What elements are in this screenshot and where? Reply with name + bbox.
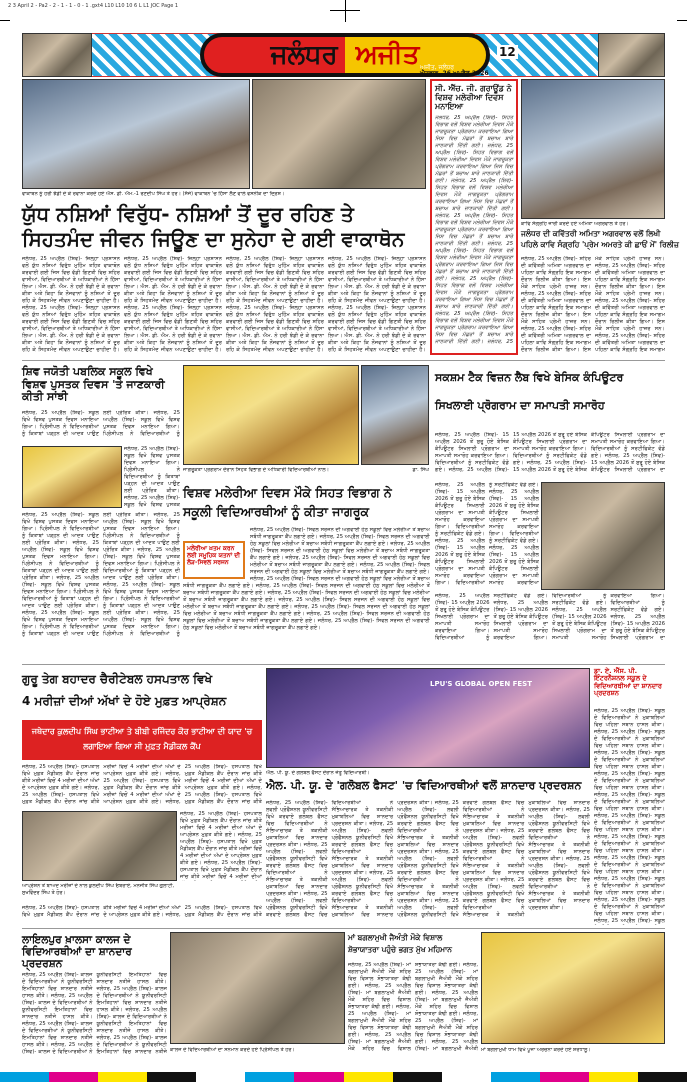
lead-photo-flagoff	[22, 79, 250, 189]
lead-headline-1: ਯੁੱਧ ਨਸ਼ਿਆਂ ਵਿਰੁੱਧ- ਨਸ਼ਿਆਂ ਤੋਂ ਦੂਰ ਰਹਿਣ ਤੇ	[22, 202, 354, 226]
computer-headline-1: ਸਕਸ਼ਮ ਟੈਕ ਵਿਜ਼ਨ ਲੈਬ ਵਿਖੇ ਬੇਸਿਕ ਕੰਪਿਊਟਰ	[435, 371, 624, 384]
malaria-box	[430, 79, 518, 355]
malaria-article	[183, 527, 430, 643]
page-number: 12	[499, 45, 516, 59]
print-slug: 2 3 April 2 - Pa2 - 2 - 1 - 1 - 0 - 1 .gxt4 L10 L10 10 6 L L1 JOC Page 1	[8, 3, 179, 9]
lead-photo-walkathon	[252, 79, 426, 189]
masthead-photo-left	[22, 33, 92, 77]
school-photo	[22, 446, 122, 508]
divider	[22, 360, 665, 361]
divider	[22, 928, 665, 929]
book-release-photo	[521, 79, 665, 219]
computer-headline-2: ਸਿਖਲਾਈ ਪ੍ਰੋਗਰਾਮ ਦਾ ਸਮਾਪਤੀ ਸਮਾਰੋਹ	[435, 399, 605, 412]
malaria-caption: ਜਾਗਰੂਕਤਾ ਪ੍ਰੋਗਰਾਮ ਦੌਰਾਨ ਸਿਹਤ ਵਿਭਾਗ ਦੇ ਅਧਿਕਾਰੀ ਵਿਦਿਆਰਥੀਆਂ ਨਾਲ।	[183, 467, 329, 473]
hospital-body: ਜਲੰਧਰ, 25 ਅਪ੍ਰੈਲ (ਸ਼ਿਵ)- ਹਸਪਤਾਲ ਵਿਖੇ ਮੁਫ਼ਤ ਮੈਡੀਕਲ ਕੈਂਪ ਦੌਰਾਨ ਜਾਂਚ ਕੀਤੇ ਮਰੀਜ਼ਾਂ ਵਿਚੋਂ 4 ਮਰੀਜ਼ਾਂ ਦੀਆਂ ਅੱਖਾਂ ਦੇ ਆਪ੍ਰੇਸ਼ਨ ਮੁਫ਼ਤ ਕੀਤੇ ਗਏ। ਜਲੰਧਰ, 25 ਅਪ੍ਰੈਲ (ਸ਼ਿਵ)- ਹਸਪਤਾਲ ਵਿਖੇ ਮੁਫ਼ਤ ਮੈਡੀਕਲ ਕੈਂਪ ਦੌਰਾਨ ਜਾਂਚ ਕੀਤੇ ਮਰੀਜ਼ਾਂ ਵਿਚੋਂ 4 ਮਰੀਜ਼ਾਂ ਦੀਆਂ ਅੱਖਾਂ ਦੇ ਆਪ੍ਰੇਸ਼ਨ ਮੁਫ਼ਤ ਕੀਤੇ ਗਏ। ਜਲੰਧਰ, 25 ਅਪ੍ਰੈਲ (ਸ਼ਿਵ)- ਹਸਪਤਾਲ ਵਿਖੇ ਮੁਫ਼ਤ ਮੈਡੀਕਲ ਕੈਂਪ ਦੌਰਾਨ ਜਾਂਚ ਕੀਤੇ ਮਰੀਜ਼ਾਂ ਵਿਚੋਂ 4 ਮਰੀਜ਼ਾਂ ਦੀਆਂ ਅੱਖਾਂ ਦੇ ਆਪ੍ਰੇਸ਼ਨ ਮੁਫ਼ਤ ਕੀਤੇ ਗਏ। ਜਲੰਧਰ, 25 ਅਪ੍ਰੈਲ (ਸ਼ਿਵ)- ਹਸਪਤਾਲ ਵਿਖੇ ਮੁਫ਼ਤ ਮੈਡੀਕਲ ਕੈਂਪ ਦੌਰਾਨ ਜਾਂਚ ਕੀਤੇ ਮਰੀਜ਼ਾਂ ਵਿਚੋਂ 4 ਮਰੀਜ਼ਾਂ ਦੀਆਂ ਅੱਖਾਂ ਦੇ ਆਪ੍ਰੇਸ਼ਨ ਮੁਫ਼ਤ ਕੀਤੇ ਗਏ। ਜਲੰਧਰ, 25 ਅਪ੍ਰੈਲ (ਸ਼ਿਵ)- ਹਸਪਤਾਲ ਵਿਖੇ ਮੁਫ਼ਤ ਮੈਡੀਕਲ ਕੈਂਪ ਦੌਰਾਨ ਜਾਂਚ ਕੀਤੇ	[22, 764, 262, 805]
hospital-body-2: ਜਲੰਧਰ, 25 ਅਪ੍ਰੈਲ (ਸ਼ਿਵ)- ਹਸਪਤਾਲ ਵਿਖੇ ਮੁਫ਼ਤ ਮੈਡੀਕਲ ਕੈਂਪ ਦੌਰਾਨ ਜਾਂਚ ਕੀਤੇ ਮਰੀਜ਼ਾਂ ਵਿਚੋਂ 4 ਮਰੀਜ਼ਾਂ ਦੀਆਂ ਅੱਖਾਂ ਦੇ ਆਪ੍ਰੇਸ਼ਨ ਮੁਫ਼ਤ ਕੀਤੇ ਗਏ। ਜਲੰਧਰ, 25 ਅਪ੍ਰੈਲ (ਸ਼ਿਵ)- ਹਸਪਤਾਲ ਵਿਖੇ ਮੁਫ਼ਤ ਮੈਡੀਕਲ ਕੈਂਪ ਦੌਰਾਨ ਜਾਂਚ ਕੀਤੇ ਮਰੀਜ਼ਾਂ ਵਿਚੋਂ 4 ਮਰੀਜ਼ਾਂ ਦੀਆਂ ਅੱਖਾਂ ਦੇ ਆਪ੍ਰੇਸ਼ਨ ਮੁਫ਼ਤ ਕੀਤੇ ਗਏ। ਜਲੰਧਰ, 25 ਅਪ੍ਰੈਲ (ਸ਼ਿਵ)- ਹਸਪਤਾਲ ਵਿਖੇ ਮੁਫ਼ਤ ਮੈਡੀਕਲ ਕੈਂਪ ਦੌਰਾਨ ਜਾਂਚ ਕੀਤੇ ਮਰੀਜ਼ਾਂ ਵਿਚੋਂ 4 ਮਰੀਜ਼ਾਂ ਦੀਆਂ	[180, 811, 262, 880]
side-body: ਜਲੰਧਰ, 25 ਅਪ੍ਰੈਲ (ਸ਼ਿਵ)- ਸਕੂਲ ਦੇ ਵਿਦਿਆਰਥੀਆਂ ਨੇ ਮੁਕਾਬਲਿਆਂ ਵਿਚ ਪਹਿਲਾ ਸਥਾਨ ਹਾਸਲ ਕੀਤਾ। ਜਲੰਧਰ, 25 ਅਪ੍ਰੈਲ (ਸ਼ਿਵ)- ਸਕੂਲ ਦੇ ਵਿਦਿਆਰਥੀਆਂ ਨੇ ਮੁਕਾਬਲਿਆਂ ਵਿਚ ਪਹਿਲਾ ਸਥਾਨ ਹਾਸਲ ਕੀਤਾ। ਜਲੰਧਰ, 25 ਅਪ੍ਰੈਲ (ਸ਼ਿਵ)- ਸਕੂਲ ਦੇ ਵਿਦਿਆਰਥੀਆਂ ਨੇ ਮੁਕਾਬਲਿਆਂ ਵਿਚ ਪਹਿਲਾ ਸਥਾਨ ਹਾਸਲ ਕੀਤਾ। ਜਲੰਧਰ, 25 ਅਪ੍ਰੈਲ (ਸ਼ਿਵ)- ਸਕੂਲ ਦੇ ਵਿਦਿਆਰਥੀਆਂ ਨੇ ਮੁਕਾਬਲਿਆਂ ਵਿਚ ਪਹਿਲਾ ਸਥਾਨ ਹਾਸਲ ਕੀਤਾ। ਜਲੰਧਰ, 25 ਅਪ੍ਰੈਲ (ਸ਼ਿਵ)- ਸਕੂਲ ਦੇ ਵਿਦਿਆਰਥੀਆਂ ਨੇ ਮੁਕਾਬਲਿਆਂ ਵਿਚ ਪਹਿਲਾ ਸਥਾਨ ਹਾਸਲ ਕੀਤਾ। ਜਲੰਧਰ, 25 ਅਪ੍ਰੈਲ (ਸ਼ਿਵ)- ਸਕੂਲ ਦੇ ਵਿਦਿਆਰਥੀਆਂ ਨੇ ਮੁਕਾਬਲਿਆਂ ਵਿਚ ਪਹਿਲਾ ਸਥਾਨ ਹਾਸਲ ਕੀਤਾ। ਜਲੰਧਰ, 25 ਅਪ੍ਰੈਲ (ਸ਼ਿਵ)- ਸਕੂਲ ਦੇ ਵਿਦਿਆਰਥੀਆਂ ਨੇ ਮੁਕਾਬਲਿਆਂ ਵਿਚ ਪਹਿਲਾ ਸਥਾਨ ਹਾਸਲ ਕੀਤਾ। ਜਲੰਧਰ, 25 ਅਪ੍ਰੈਲ (ਸ਼ਿਵ)- ਸਕੂਲ ਦੇ ਵਿਦਿਆਰਥੀਆਂ ਨੇ ਮੁਕਾਬਲਿਆਂ ਵਿਚ ਪਹਿਲਾ ਸਥਾਨ ਹਾਸਲ ਕੀਤਾ। ਜਲੰਧਰ, 25 ਅਪ੍ਰੈਲ (ਸ਼ਿਵ)- ਸਕੂਲ ਦੇ ਵਿਦਿਆਰਥੀਆਂ ਨੇ ਮੁਕਾਬਲਿਆਂ ਵਿਚ ਪਹਿਲਾ ਸਥਾਨ ਹਾਸਲ ਕੀਤਾ। ਜਲੰਧਰ, 25 ਅਪ੍ਰੈਲ (ਸ਼ਿਵ)- ਸਕੂਲ ਦੇ ਵਿਦਿਆਰਥੀਆਂ ਨੇ ਮੁਕਾਬਲਿਆਂ ਵਿਚ ਪਹਿਲਾ ਸਥਾਨ ਹਾਸਲ ਕੀਤਾ। ਜਲੰਧਰ, 25 ਅਪ੍ਰੈਲ (ਸ਼ਿਵ)- ਸਕੂਲ	[594, 708, 665, 924]
box-body: ਜਲੰਧਰ, 25 ਅਪ੍ਰੈਲ (ਸ਼ਿਵ)- ਸਿਹਤ ਵਿਭਾਗ ਵਲੋਂ ਵਿਸ਼ਵ ਮਲੇਰੀਆ ਦਿਵਸ ਮੌਕੇ ਜਾਗਰੂਕਤਾ ਪ੍ਰੋਗਰਾਮ ਕਰਵਾਇਆ ਗਿਆ ਜਿਸ ਵਿਚ ਮੱਛਰਾਂ ਤੋਂ ਬਚਾਅ ਬਾਰੇ ਜਾਣਕਾਰੀ ਦਿੱਤੀ ਗਈ। ਜਲੰਧਰ, 25 ਅਪ੍ਰੈਲ (ਸ਼ਿਵ)- ਸਿਹਤ ਵਿਭਾਗ ਵਲੋਂ ਵਿਸ਼ਵ ਮਲੇਰੀਆ ਦਿਵਸ ਮੌਕੇ ਜਾਗਰੂਕਤਾ ਪ੍ਰੋਗਰਾਮ ਕਰਵਾਇਆ ਗਿਆ ਜਿਸ ਵਿਚ ਮੱਛਰਾਂ ਤੋਂ ਬਚਾਅ ਬਾਰੇ ਜਾਣਕਾਰੀ ਦਿੱਤੀ ਗਈ। ਜਲੰਧਰ, 25 ਅਪ੍ਰੈਲ (ਸ਼ਿਵ)- ਸਿਹਤ ਵਿਭਾਗ ਵਲੋਂ ਵਿਸ਼ਵ ਮਲੇਰੀਆ ਦਿਵਸ ਮੌਕੇ ਜਾਗਰੂਕਤਾ ਪ੍ਰੋਗਰਾਮ ਕਰਵਾਇਆ ਗਿਆ ਜਿਸ ਵਿਚ ਮੱਛਰਾਂ ਤੋਂ ਬਚਾਅ ਬਾਰੇ ਜਾਣਕਾਰੀ ਦਿੱਤੀ ਗਈ। ਜਲੰਧਰ, 25 ਅਪ੍ਰੈਲ (ਸ਼ਿਵ)- ਸਿਹਤ ਵਿਭਾਗ ਵਲੋਂ ਵਿਸ਼ਵ ਮਲੇਰੀਆ ਦਿਵਸ ਮੌਕੇ ਜਾਗਰੂਕਤਾ ਪ੍ਰੋਗਰਾਮ ਕਰਵਾਇਆ ਗਿਆ ਜਿਸ ਵਿਚ ਮੱਛਰਾਂ ਤੋਂ ਬਚਾਅ ਬਾਰੇ ਜਾਣਕਾਰੀ ਦਿੱਤੀ ਗਈ। ਜਲੰਧਰ, 25 ਅਪ੍ਰੈਲ (ਸ਼ਿਵ)- ਸਿਹਤ ਵਿਭਾਗ ਵਲੋਂ ਵਿਸ਼ਵ ਮਲੇਰੀਆ ਦਿਵਸ ਮੌਕੇ ਜਾਗਰੂਕਤਾ ਪ੍ਰੋਗਰਾਮ ਕਰਵਾਇਆ ਗਿਆ ਜਿਸ ਵਿਚ ਮੱਛਰਾਂ ਤੋਂ ਬਚਾਅ ਬਾਰੇ ਜਾਣਕਾਰੀ ਦਿੱਤੀ ਗਈ। ਜਲੰਧਰ, 25 ਅਪ੍ਰੈਲ (ਸ਼ਿਵ)- ਸਿਹਤ ਵਿਭਾਗ ਵਲੋਂ ਵਿਸ਼ਵ ਮਲੇਰੀਆ ਦਿਵਸ ਮੌਕੇ ਜਾਗਰੂਕਤਾ ਪ੍ਰੋਗਰਾਮ ਕਰਵਾਇਆ ਗਿਆ ਜਿਸ ਵਿਚ ਮੱਛਰਾਂ ਤੋਂ ਬਚਾਅ ਬਾਰੇ ਜਾਣਕਾਰੀ ਦਿੱਤੀ ਗਈ। ਜਲੰਧਰ, 25 ਅਪ੍ਰੈਲ (ਸ਼ਿਵ)- ਸਿਹਤ ਵਿਭਾਗ ਵਲੋਂ ਵਿਸ਼ਵ ਮਲੇਰੀਆ ਦਿਵਸ ਮੌਕੇ ਜਾਗਰੂਕਤਾ ਪ੍ਰੋਗਰਾਮ ਕਰਵਾਇਆ ਗਿਆ ਜਿਸ ਵਿਚ ਮੱਛਰਾਂ ਤੋਂ ਬਚਾਅ ਬਾਰੇ ਜਾਣਕਾਰੀ ਦਿੱਤੀ ਗਈ। ਜਲੰਧਰ, 25	[435, 114, 513, 345]
hospital-body-3: ਜਲੰਧਰ, 25 ਅਪ੍ਰੈਲ (ਸ਼ਿਵ)- ਹਸਪਤਾਲ ਵਿਖੇ ਮੁਫ਼ਤ ਮੈਡੀਕਲ ਕੈਂਪ ਦੌਰਾਨ ਜਾਂਚ ਕੀਤੇ ਮਰੀਜ਼ਾਂ ਵਿਚੋਂ 4 ਮਰੀਜ਼ਾਂ ਦੀਆਂ ਅੱਖਾਂ ਦੇ ਆਪ੍ਰੇਸ਼ਨ ਮੁਫ਼ਤ ਕੀਤੇ ਗਏ। ਜਲੰਧਰ, 25 ਅਪ੍ਰੈਲ (ਸ਼ਿਵ)- ਹਸਪਤਾਲ ਵਿਖੇ ਮੁਫ਼ਤ ਮੈਡੀਕਲ ਕੈਂਪ ਦੌਰਾਨ ਜਾਂਚ ਕੀਤੇ	[22, 905, 262, 918]
box-headline: ਸੀ. ਐੱਚ. ਜੀ. ਗਰਾਊਂਡ ਨੇ ਵਿਸ਼ਵ ਮਲੇਰੀਆ ਦਿਵਸ ਮਨਾਇਆ	[432, 81, 516, 115]
book-caption: ਕਾਵਿ ਸੰਗ੍ਰਹਿ ਜਾਰੀ ਕਰਦੇ ਹੋਏ ਅਮਿਤਾ ਅਗਰਵਾਲ ਤੇ ਹੋਰ।	[521, 221, 629, 227]
divider	[22, 664, 665, 665]
lpu-photo	[266, 668, 590, 768]
temple-caption: ਮਾਂ ਬਗਲਾਮੁਖੀ ਧਾਮ ਵਿਖੇ ਪੂਜਾ ਅਰਚਨਾ ਕਰਦੇ ਹੋਏ ਸ਼ਰਧਾਲੂ।	[481, 1047, 591, 1053]
portrait-photo	[361, 365, 429, 465]
book-headline-1: ਜਲੰਧਰ ਦੀ ਕਵਿੱਤਰੀ ਅਮਿਤਾ ਅਗਰਵਾਲ ਵਲੋਂ ਲਿਖੀ	[521, 229, 661, 238]
computer-body-3: ਜਲੰਧਰ, 25 ਅਪ੍ਰੈਲ (ਸ਼ਿਵ)- 15 ਅਪ੍ਰੈਲ 2026 ਤੋਂ ਸ਼ੁਰੂ ਹੋਏ ਬੇਸਿਕ ਕੰਪਿਊਟਰ ਸਿਖਲਾਈ ਪ੍ਰੋਗਰਾਮ ਦਾ ਸਮਾਪਤੀ ਸਮਾਰੋਹ ਕਰਵਾਇਆ ਗਿਆ। ਵਿਦਿਆਰਥੀਆਂ ਨੂੰ ਸਰਟੀਫਿਕੇਟ ਵੰਡੇ ਗਏ। ਜਲੰਧਰ, 25 ਅਪ੍ਰੈਲ (ਸ਼ਿਵ)- 15 ਅਪ੍ਰੈਲ 2026 ਤੋਂ ਸ਼ੁਰੂ ਹੋਏ ਬੇਸਿਕ ਕੰਪਿਊਟਰ ਸਿਖਲਾਈ ਪ੍ਰੋਗਰਾਮ ਦਾ ਸਮਾਪਤੀ ਸਮਾਰੋਹ ਕਰਵਾਇਆ ਗਿਆ। ਵਿਦਿਆਰਥੀਆਂ ਨੂੰ ਸਰਟੀਫਿਕੇਟ ਵੰਡੇ ਗਏ। ਜਲੰਧਰ, 25 ਅਪ੍ਰੈਲ (ਸ਼ਿਵ)- 15 ਅਪ੍ਰੈਲ 2026 ਤੋਂ ਸ਼ੁਰੂ ਹੋਏ ਬੇਸਿਕ ਕੰਪਿਊਟਰ ਸਿਖਲਾਈ ਪ੍ਰੋਗਰਾਮ ਦਾ ਸਮਾਪਤੀ ਸਮਾਰੋਹ ਕਰਵਾਇਆ ਗਿਆ। ਵਿਦਿਆਰਥੀਆਂ ਨੂੰ ਸਰਟੀਫਿਕੇਟ ਵੰਡੇ ਗਏ। ਜਲੰਧਰ, 25 ਅਪ੍ਰੈਲ (ਸ਼ਿਵ)- 15 ਅਪ੍ਰੈਲ 2026 ਤੋਂ ਸ਼ੁਰੂ ਹੋਏ ਬੇਸਿਕ ਕੰਪਿਊਟਰ ਸਿਖਲਾਈ ਪ੍ਰੋਗਰਾਮ ਦਾ	[435, 593, 665, 641]
crop-mark	[677, 20, 687, 21]
temple-headline-2: ਸ਼ੋਭਾਯਾਤਰਾ ਪਹੁੰਚੇ ਭਗਤ ਮੁੱਖ ਮਹਿਮਾਨ	[348, 945, 452, 954]
hospital-headline-2: 4 ਮਰੀਜ਼ਾਂ ਦੀਆਂ ਅੱਖਾਂ ਦੇ ਹੋਏ ਮੁਫ਼ਤ ਆਪ੍ਰੇਸ਼ਨ	[22, 694, 227, 708]
issue-date: ਐਤਵਾਰ, 26 ਅਪ੍ਰੈਲ 2026	[420, 70, 489, 77]
crop-mark	[0, 20, 10, 21]
malaria-body: ਜਲੰਧਰ, 25 ਅਪ੍ਰੈਲ (ਸ਼ਿਵ)- ਸਿਵਲ ਸਰਜਨ ਦੀ ਅਗਵਾਈ ਹੇਠ ਸਕੂਲਾਂ ਵਿਚ ਮਲੇਰੀਆ ਤੋਂ ਬਚਾਅ ਸਬੰਧੀ ਜਾਗਰੂਕਤਾ ਕੈਂਪ ਲਗਾਏ ਗਏ। ਜਲੰਧਰ, 25 ਅਪ੍ਰੈਲ (ਸ਼ਿਵ)- ਸਿਵਲ ਸਰਜਨ ਦੀ ਅਗਵਾਈ ਹੇਠ ਸਕੂਲਾਂ ਵਿਚ ਮਲੇਰੀਆ ਤੋਂ ਬਚਾਅ ਸਬੰਧੀ ਜਾਗਰੂਕਤਾ ਕੈਂਪ ਲਗਾਏ ਗਏ। ਜਲੰਧਰ, 25 ਅਪ੍ਰੈਲ (ਸ਼ਿਵ)- ਸਿਵਲ ਸਰਜਨ ਦੀ ਅਗਵਾਈ ਹੇਠ ਸਕੂਲਾਂ ਵਿਚ ਮਲੇਰੀਆ ਤੋਂ ਬਚਾਅ ਸਬੰਧੀ ਜਾਗਰੂਕਤਾ ਕੈਂਪ ਲਗਾਏ ਗਏ। ਜਲੰਧਰ, 25 ਅਪ੍ਰੈਲ (ਸ਼ਿਵ)- ਸਿਵਲ ਸਰਜਨ ਦੀ ਅਗਵਾਈ ਹੇਠ ਸਕੂਲਾਂ ਵਿਚ ਮਲੇਰੀਆ ਤੋਂ ਬਚਾਅ ਸਬੰਧੀ ਜਾਗਰੂਕਤਾ ਕੈਂਪ ਲਗਾਏ ਗਏ। ਜਲੰਧਰ, 25 ਅਪ੍ਰੈਲ (ਸ਼ਿਵ)- ਸਿਵਲ ਸਰਜਨ ਦੀ ਅਗਵਾਈ ਹੇਠ ਸਕੂਲਾਂ ਵਿਚ ਮਲੇਰੀਆ ਤੋਂ ਬਚਾਅ ਸਬੰਧੀ ਜਾਗਰੂਕਤਾ ਕੈਂਪ ਲਗਾਏ ਗਏ। ਜਲੰਧਰ, 25 ਅਪ੍ਰੈਲ (ਸ਼ਿਵ)- ਸਿਵਲ ਸਰਜਨ ਦੀ ਅਗਵਾਈ ਹੇਠ ਸਕੂਲਾਂ ਵਿਚ ਮਲੇਰੀਆ ਤੋਂ ਬਚਾਅ ਸਬੰਧੀ ਜਾਗਰੂਕਤਾ ਕੈਂਪ ਲਗਾਏ ਗਏ। ਜਲੰਧਰ, 25 ਅਪ੍ਰੈਲ (ਸ਼ਿਵ)- ਸਿਵਲ ਸਰਜਨ ਦੀ ਅਗਵਾਈ ਹੇਠ ਸਕੂਲਾਂ ਵਿਚ ਮਲੇਰੀਆ ਤੋਂ ਬਚਾਅ ਸਬੰਧੀ ਜਾਗਰੂਕਤਾ ਕੈਂਪ ਲਗਾਏ ਗਏ। ਜਲੰਧਰ, 25 ਅਪ੍ਰੈਲ (ਸ਼ਿਵ)- ਸਿਵਲ ਸਰਜਨ ਦੀ ਅਗਵਾਈ ਹੇਠ ਸਕੂਲਾਂ ਵਿਚ ਮਲੇਰੀਆ ਤੋਂ ਬਚਾਅ ਸਬੰਧੀ ਜਾਗਰੂਕਤਾ ਕੈਂਪ ਲਗਾਏ ਗਏ। ਜਲੰਧਰ, 25 ਅਪ੍ਰੈਲ (ਸ਼ਿਵ)- ਸਿਵਲ ਸਰਜਨ ਦੀ ਅਗਵਾਈ ਹੇਠ ਸਕੂਲਾਂ ਵਿਚ ਮਲੇਰੀਆ ਤੋਂ ਬਚਾਅ ਸਬੰਧੀ ਜਾਗਰੂਕਤਾ ਕੈਂਪ ਲਗਾਏ ਗਏ। ਜਲੰਧਰ, 25 ਅਪ੍ਰੈਲ (ਸ਼ਿਵ)- ਸਿਵਲ ਸਰਜਨ ਦੀ ਅਗਵਾਈ ਹੇਠ ਸਕੂਲਾਂ ਵਿਚ ਮਲੇਰੀਆ ਤੋਂ ਬਚਾਅ ਸਬੰਧੀ ਜਾਗਰੂਕਤਾ ਕੈਂਪ ਲਗਾਏ ਗਏ। ਜਲੰਧਰ, 25 ਅਪ੍ਰੈਲ (ਸ਼ਿਵ)- ਸਿਵਲ ਸਰਜਨ ਦੀ ਅਗਵਾਈ ਹੇਠ ਸਕੂਲਾਂ ਵਿਚ ਮਲੇਰੀਆ ਤੋਂ ਬਚਾਅ ਸਬੰਧੀ ਜਾਗਰੂਕਤਾ ਕੈਂਪ ਲਗਾਏ ਗਏ। ਜਲੰਧਰ, 25 ਅਪ੍ਰੈਲ (ਸ਼ਿਵ)- ਸਿਵਲ ਸਰਜਨ ਦੀ ਅਗਵਾਈ ਹੇਠ ਸਕੂਲਾਂ ਵਿਚ ਮਲੇਰੀਆ ਤੋਂ ਬਚਾਅ ਸਬੰਧੀ ਜਾਗਰੂਕਤਾ ਕੈਂਪ ਲਗਾਏ ਗਏ।	[183, 527, 430, 631]
lpu-caption: ਐਲ. ਪੀ. ਯੂ. ਦੇ ਗਲੋਬਲ ਫੈਸਟ ਦੌਰਾਨ ਜੇਤੂ ਵਿਦਿਆਰਥੀ।	[266, 770, 370, 776]
logo-ajit: ਅਜੀਤ	[355, 39, 420, 70]
side-headline: ਡਾ. ਏ. ਐੱਸ. ਪੀ. ਇੰਟਰਨੈਸ਼ਨਲ ਸਕੂਲ ਦੇ ਵਿਦਿਆਰਥੀਆਂ ਦਾ ਸ਼ਾਨਦਾਰ ਪ੍ਰਦਰਸ਼ਨ	[594, 667, 662, 698]
lpu-body: ਜਲੰਧਰ, 25 ਅਪ੍ਰੈਲ (ਸ਼ਿਵ)- ਲਵਲੀ ਪ੍ਰੋਫੈਸ਼ਨਲ ਯੂਨੀਵਰਸਿਟੀ ਵਿਖੇ ਕਰਵਾਏ ਗਲੋਬਲ ਫੈਸਟ ਵਿਚ ਵਿਦਿਆਰਥੀਆਂ ਨੇ ਸੱਭਿਆਚਾਰਕ ਤੇ ਤਕਨੀਕੀ ਮੁਕਾਬਲਿਆਂ ਵਿਚ ਸ਼ਾਨਦਾਰ ਪ੍ਰਦਰਸ਼ਨ ਕੀਤਾ। ਜਲੰਧਰ, 25 ਅਪ੍ਰੈਲ (ਸ਼ਿਵ)- ਲਵਲੀ ਪ੍ਰੋਫੈਸ਼ਨਲ ਯੂਨੀਵਰਸਿਟੀ ਵਿਖੇ ਕਰਵਾਏ ਗਲੋਬਲ ਫੈਸਟ ਵਿਚ ਵਿਦਿਆਰਥੀਆਂ ਨੇ ਸੱਭਿਆਚਾਰਕ ਤੇ ਤਕਨੀਕੀ ਮੁਕਾਬਲਿਆਂ ਵਿਚ ਸ਼ਾਨਦਾਰ ਪ੍ਰਦਰਸ਼ਨ ਕੀਤਾ। ਜਲੰਧਰ, 25 ਅਪ੍ਰੈਲ (ਸ਼ਿਵ)- ਲਵਲੀ ਪ੍ਰੋਫੈਸ਼ਨਲ ਯੂਨੀਵਰਸਿਟੀ ਵਿਖੇ ਕਰਵਾਏ ਗਲੋਬਲ ਫੈਸਟ ਵਿਚ ਵਿਦਿਆਰਥੀਆਂ ਨੇ ਸੱਭਿਆਚਾਰਕ ਤੇ ਤਕਨੀਕੀ ਮੁਕਾਬਲਿਆਂ ਵਿਚ ਸ਼ਾਨਦਾਰ ਪ੍ਰਦਰਸ਼ਨ ਕੀਤਾ। ਜਲੰਧਰ, 25 ਅਪ੍ਰੈਲ (ਸ਼ਿਵ)- ਲਵਲੀ ਪ੍ਰੋਫੈਸ਼ਨਲ ਯੂਨੀਵਰਸਿਟੀ ਵਿਖੇ ਕਰਵਾਏ ਗਲੋਬਲ ਫੈਸਟ ਵਿਚ ਵਿਦਿਆਰਥੀਆਂ ਨੇ ਸੱਭਿਆਚਾਰਕ ਤੇ ਤਕਨੀਕੀ ਮੁਕਾਬਲਿਆਂ ਵਿਚ ਸ਼ਾਨਦਾਰ ਪ੍ਰਦਰਸ਼ਨ ਕੀਤਾ। ਜਲੰਧਰ, 25 ਅਪ੍ਰੈਲ (ਸ਼ਿਵ)- ਲਵਲੀ ਪ੍ਰੋਫੈਸ਼ਨਲ ਯੂਨੀਵਰਸਿਟੀ ਵਿਖੇ ਕਰਵਾਏ ਗਲੋਬਲ ਫੈਸਟ ਵਿਚ ਵਿਦਿਆਰਥੀਆਂ ਨੇ ਸੱਭਿਆਚਾਰਕ ਤੇ ਤਕਨੀਕੀ ਮੁਕਾਬਲਿਆਂ ਵਿਚ ਸ਼ਾਨਦਾਰ ਪ੍ਰਦਰਸ਼ਨ ਕੀਤਾ। ਜਲੰਧਰ, 25 ਅਪ੍ਰੈਲ (ਸ਼ਿਵ)- ਲਵਲੀ ਪ੍ਰੋਫੈਸ਼ਨਲ ਯੂਨੀਵਰਸਿਟੀ ਵਿਖੇ ਕਰਵਾਏ ਗਲੋਬਲ ਫੈਸਟ ਵਿਚ ਵਿਦਿਆਰਥੀਆਂ ਨੇ ਸੱਭਿਆਚਾਰਕ ਤੇ ਤਕਨੀਕੀ ਮੁਕਾਬਲਿਆਂ ਵਿਚ ਸ਼ਾਨਦਾਰ ਪ੍ਰਦਰਸ਼ਨ ਕੀਤਾ। ਜਲੰਧਰ, 25 ਅਪ੍ਰੈਲ (ਸ਼ਿਵ)- ਲਵਲੀ ਪ੍ਰੋਫੈਸ਼ਨਲ ਯੂਨੀਵਰਸਿਟੀ ਵਿਖੇ ਕਰਵਾਏ ਗਲੋਬਲ ਫੈਸਟ ਵਿਚ ਵਿਦਿਆਰਥੀਆਂ ਨੇ ਸੱਭਿਆਚਾਰਕ ਤੇ ਤਕਨੀਕੀ ਮੁਕਾਬਲਿਆਂ ਵਿਚ ਸ਼ਾਨਦਾਰ ਪ੍ਰਦਰਸ਼ਨ ਕੀਤਾ। ਜਲੰਧਰ, 25 ਅਪ੍ਰੈਲ (ਸ਼ਿਵ)- ਲਵਲੀ ਪ੍ਰੋਫੈਸ਼ਨਲ ਯੂਨੀਵਰਸਿਟੀ ਵਿਖੇ ਕਰਵਾਏ ਗਲੋਬਲ ਫੈਸਟ ਵਿਚ ਵਿਦਿਆਰਥੀਆਂ ਨੇ ਸੱਭਿਆਚਾਰਕ ਤੇ ਤਕਨੀਕੀ ਮੁਕਾਬਲਿਆਂ ਵਿਚ ਸ਼ਾਨਦਾਰ ਪ੍ਰਦਰਸ਼ਨ ਕੀਤਾ। ਜਲੰਧਰ, 25 ਅਪ੍ਰੈਲ (ਸ਼ਿਵ)- ਲਵਲੀ ਪ੍ਰੋਫੈਸ਼ਨਲ ਯੂਨੀਵਰਸਿਟੀ ਵਿਖੇ ਕਰਵਾਏ ਗਲੋਬਲ ਫੈਸਟ ਵਿਚ ਵਿਦਿਆਰਥੀਆਂ ਨੇ ਸੱਭਿਆਚਾਰਕ ਤੇ ਤਕਨੀਕੀ ਮੁਕਾਬਲਿਆਂ ਵਿਚ ਸ਼ਾਨਦਾਰ ਪ੍ਰਦਰਸ਼ਨ ਕੀਤਾ। ਜਲੰਧਰ, 25 ਅਪ੍ਰੈਲ (ਸ਼ਿਵ)- ਲਵਲੀ ਪ੍ਰੋਫੈਸ਼ਨਲ ਯੂਨੀਵਰਸਿਟੀ ਵਿਖੇ ਕਰਵਾਏ ਗਲੋਬਲ ਫੈਸਟ ਵਿਚ ਵਿਦਿਆਰਥੀਆਂ ਨੇ ਸੱਭਿਆਚਾਰਕ ਤੇ ਤਕਨੀਕੀ ਮੁਕਾਬਲਿਆਂ ਵਿਚ ਸ਼ਾਨਦਾਰ ਪ੍ਰਦਰਸ਼ਨ ਕੀਤਾ। ਜਲੰਧਰ, 25 ਅਪ੍ਰੈਲ (ਸ਼ਿਵ)- ਲਵਲੀ ਪ੍ਰੋਫੈਸ਼ਨਲ ਯੂਨੀਵਰਸਿਟੀ ਵਿਖੇ ਕਰਵਾਏ ਗਲੋਬਲ ਫੈਸਟ ਵਿਚ ਵਿਦਿਆਰਥੀਆਂ ਨੇ ਸੱਭਿਆਚਾਰਕ ਤੇ ਤਕਨੀਕੀ ਮੁਕਾਬਲਿਆਂ ਵਿਚ ਸ਼ਾਨਦਾਰ ਪ੍ਰਦਰਸ਼ਨ ਕੀਤਾ। ਜਲੰਧਰ, 25 ਅਪ੍ਰੈਲ (ਸ਼ਿਵ)- ਲਵਲੀ ਪ੍ਰੋਫੈਸ਼ਨਲ ਯੂਨੀਵਰਸਿਟੀ ਵਿਖੇ ਕਰਵਾਏ ਗਲੋਬਲ ਫੈਸਟ ਵਿਚ ਵਿਦਿਆਰਥੀਆਂ ਨੇ ਸੱਭਿਆਚਾਰਕ ਤੇ ਤਕਨੀਕੀ ਮੁਕਾਬਲਿਆਂ ਵਿਚ ਸ਼ਾਨਦਾਰ ਪ੍ਰਦਰਸ਼ਨ ਕੀਤਾ।	[266, 800, 590, 918]
hospital-photo	[22, 811, 177, 881]
temple-body: ਜਲੰਧਰ, 25 ਅਪ੍ਰੈਲ (ਸ਼ਿਵ)- ਮਾਂ ਬਗਲਾਮੁਖੀ ਜੈਅੰਤੀ ਮੌਕੇ ਸ਼ਹਿਰ ਵਿਚ ਵਿਸ਼ਾਲ ਸ਼ੋਭਾਯਾਤਰਾ ਕੱਢੀ ਗਈ। ਜਲੰਧਰ, 25 ਅਪ੍ਰੈਲ (ਸ਼ਿਵ)- ਮਾਂ ਬਗਲਾਮੁਖੀ ਜੈਅੰਤੀ ਮੌਕੇ ਸ਼ਹਿਰ ਵਿਚ ਵਿਸ਼ਾਲ ਸ਼ੋਭਾਯਾਤਰਾ ਕੱਢੀ ਗਈ। ਜਲੰਧਰ, 25 ਅਪ੍ਰੈਲ (ਸ਼ਿਵ)- ਮਾਂ ਬਗਲਾਮੁਖੀ ਜੈਅੰਤੀ ਮੌਕੇ ਸ਼ਹਿਰ ਵਿਚ ਵਿਸ਼ਾਲ ਸ਼ੋਭਾਯਾਤਰਾ ਕੱਢੀ ਗਈ। ਜਲੰਧਰ, 25 ਅਪ੍ਰੈਲ (ਸ਼ਿਵ)- ਮਾਂ ਬਗਲਾਮੁਖੀ ਜੈਅੰਤੀ ਮੌਕੇ ਸ਼ਹਿਰ ਵਿਚ ਵਿਸ਼ਾਲ ਸ਼ੋਭਾਯਾਤਰਾ ਕੱਢੀ ਗਈ। ਜਲੰਧਰ, 25 ਅਪ੍ਰੈਲ (ਸ਼ਿਵ)- ਮਾਂ ਬਗਲਾਮੁਖੀ ਜੈਅੰਤੀ ਮੌਕੇ ਸ਼ਹਿਰ ਵਿਚ ਵਿਸ਼ਾਲ ਸ਼ੋਭਾਯਾਤਰਾ ਕੱਢੀ ਗਈ। ਜਲੰਧਰ, 25 ਅਪ੍ਰੈਲ (ਸ਼ਿਵ)- ਮਾਂ ਬਗਲਾਮੁਖੀ ਜੈਅੰਤੀ ਮੌਕੇ ਸ਼ਹਿਰ ਵਿਚ ਵਿਸ਼ਾਲ ਸ਼ੋਭਾਯਾਤਰਾ ਕੱਢੀ ਗਈ। ਜਲੰਧਰ, 25 ਅਪ੍ਰੈਲ (ਸ਼ਿਵ)- ਮਾਂ ਬਗਲਾਮੁਖੀ ਜੈਅੰਤੀ ਮੌਕੇ ਸ਼ਹਿਰ ਵਿਚ ਵਿਸ਼ਾਲ ਸ਼ੋਭਾਯਾਤਰਾ ਕੱਢੀ ਗਈ। ਜਲੰਧਰ, 25 ਅਪ੍ਰੈਲ (ਸ਼ਿਵ)- ਮਾਂ ਬਗਲਾਮੁਖੀ ਜੈਅੰਤੀ	[348, 962, 478, 1052]
logo-jalandhar: ਜਲੰਧਰ	[270, 39, 338, 70]
book-body: ਜਲੰਧਰ, 25 ਅਪ੍ਰੈਲ (ਸ਼ਿਵ)- ਸ਼ਹਿਰ ਦੀ ਕਵਿੱਤਰੀ ਅਮਿਤਾ ਅਗਰਵਾਲ ਦਾ ਪਹਿਲਾ ਕਾਵਿ ਸੰਗ੍ਰਹਿ ਇਕ ਸਮਾਗਮ ਦੌਰਾਨ ਰਿਲੀਜ਼ ਕੀਤਾ ਗਿਆ। ਇਸ ਮੌਕੇ ਸਾਹਿਤ ਪ੍ਰੇਮੀ ਹਾਜ਼ਰ ਸਨ। ਜਲੰਧਰ, 25 ਅਪ੍ਰੈਲ (ਸ਼ਿਵ)- ਸ਼ਹਿਰ ਦੀ ਕਵਿੱਤਰੀ ਅਮਿਤਾ ਅਗਰਵਾਲ ਦਾ ਪਹਿਲਾ ਕਾਵਿ ਸੰਗ੍ਰਹਿ ਇਕ ਸਮਾਗਮ ਦੌਰਾਨ ਰਿਲੀਜ਼ ਕੀਤਾ ਗਿਆ। ਇਸ ਮੌਕੇ ਸਾਹਿਤ ਪ੍ਰੇਮੀ ਹਾਜ਼ਰ ਸਨ। ਜਲੰਧਰ, 25 ਅਪ੍ਰੈਲ (ਸ਼ਿਵ)- ਸ਼ਹਿਰ ਦੀ ਕਵਿੱਤਰੀ ਅਮਿਤਾ ਅਗਰਵਾਲ ਦਾ ਪਹਿਲਾ ਕਾਵਿ ਸੰਗ੍ਰਹਿ ਇਕ ਸਮਾਗਮ ਦੌਰਾਨ ਰਿਲੀਜ਼ ਕੀਤਾ ਗਿਆ। ਇਸ ਮੌਕੇ ਸਾਹਿਤ ਪ੍ਰੇਮੀ ਹਾਜ਼ਰ ਸਨ। ਜਲੰਧਰ, 25 ਅਪ੍ਰੈਲ (ਸ਼ਿਵ)- ਸ਼ਹਿਰ ਦੀ ਕਵਿੱਤਰੀ ਅਮਿਤਾ ਅਗਰਵਾਲ ਦਾ ਪਹਿਲਾ ਕਾਵਿ ਸੰਗ੍ਰਹਿ ਇਕ ਸਮਾਗਮ ਦੌਰਾਨ ਰਿਲੀਜ਼ ਕੀਤਾ ਗਿਆ। ਇਸ ਮੌਕੇ ਸਾਹਿਤ ਪ੍ਰੇਮੀ ਹਾਜ਼ਰ ਸਨ। ਜਲੰਧਰ, 25 ਅਪ੍ਰੈਲ (ਸ਼ਿਵ)- ਸ਼ਹਿਰ ਦੀ ਕਵਿੱਤਰੀ ਅਮਿਤਾ ਅਗਰਵਾਲ ਦਾ ਪਹਿਲਾ ਕਾਵਿ ਸੰਗ੍ਰਹਿ ਇਕ ਸਮਾਗਮ ਦੌਰਾਨ ਰਿਲੀਜ਼ ਕੀਤਾ ਗਿਆ। ਇਸ ਮੌਕੇ ਸਾਹਿਤ ਪ੍ਰੇਮੀ ਹਾਜ਼ਰ ਸਨ। ਜਲੰਧਰ, 25 ਅਪ੍ਰੈਲ (ਸ਼ਿਵ)- ਸ਼ਹਿਰ ਦੀ ਕਵਿੱਤਰੀ ਅਮਿਤਾ ਅਗਰਵਾਲ ਦਾ ਪਹਿਲਾ ਕਾਵਿ ਸੰਗ੍ਰਹਿ ਇਕ ਸਮਾਗਮ	[521, 256, 665, 353]
college-photo	[170, 932, 345, 1044]
malaria-photo	[183, 365, 359, 465]
school-body-2: ਜਲੰਧਰ, 25 ਅਪ੍ਰੈਲ (ਸ਼ਿਵ)- ਸਕੂਲ ਵਿਖੇ ਵਿਸ਼ਵ ਪੁਸਤਕ ਦਿਵਸ ਮਨਾਇਆ ਗਿਆ। ਪ੍ਰਿੰਸੀਪਲ ਨੇ ਵਿਦਿਆਰਥੀਆਂ ਨੂੰ ਕਿਤਾਬਾਂ ਪੜ੍ਹਨ ਦੀ ਆਦਤ ਪਾਉਣ ਲਈ ਪ੍ਰੇਰਿਤ ਕੀਤਾ। ਜਲੰਧਰ, 25 ਅਪ੍ਰੈਲ (ਸ਼ਿਵ)- ਸਕੂਲ ਵਿਖੇ ਵਿਸ਼ਵ ਪੁਸਤਕ	[124, 446, 180, 508]
book-headline-2: ਪਹਿਲੇ ਕਾਵਿ ਸੰਗ੍ਰਹਿ 'ਪ੍ਰੇਮ ਅਮਰਤੇ ਕੀ ਛਾਓਂ ਮੇਂ' ਰਿਲੀਜ਼	[521, 240, 679, 249]
school-headline: ਸ਼ਿਵ ਜਯੋਤੀ ਪਬਲਿਕ ਸਕੂਲ ਵਿਖੇ ਵਿਸ਼ਵ ਪੁਸਤਕ ਦਿਵਸ 'ਤੇ ਜਾਣਕਾਰੀ ਕੀਤੀ ਸਾਂਝੀ	[22, 365, 165, 404]
computer-photo	[541, 482, 665, 590]
hospital-banner: ਜਥੇਦਾਰ ਕੁਲਦੀਪ ਸਿੰਘ ਭਾਟੀਆ ਤੇ ਬੀਬੀ ਰਜਿੰਦਰ ਕੌਰ ਭਾਟੀਆ ਦੀ ਯਾਦ 'ਚ ਲਗਾਇਆ ਗਿਆ ਸੀ ਮੁਫ਼ਤ ਮੈਡੀਕਲ ਕੈਂਪ	[22, 720, 262, 760]
lead-caption: ਵਾਕਾਥੋਨ ਨੂੰ ਹਰੀ ਝੰਡੀ ਦੇ ਕੇ ਰਵਾਨਾ ਕਰਦੇ ਹੋਏ ਐਸ. ਡੀ. ਐਮ.-1 ਰਣਦੀਪ ਸਿੰਘ ਤੇ ਹੋਰ। (ਸੱਜੇ) ਵਾਕਾਥੋਨ 'ਚ ਹਿੱਸਾ ਲੈਣ ਵਾਲੇ ਵਸਨੀਕ ਦਾ ਦ੍ਰਿਸ਼।	[22, 191, 285, 197]
malaria-pullquote: ਮਲੇਰੀਆ ਖ਼ਤਮ ਕਰਨ ਲਈ ਸਮੂਹਿਕ ਯਤਨਾਂ ਦੀ ਲੋੜ-ਸਿਵਲ ਸਰਜਨ	[183, 541, 245, 579]
college-headline: ਲਾਇਲਪੁਰ ਖ਼ਾਲਸਾ ਕਾਲਜ ਦੇ ਵਿਦਿਆਰਥੀਆਂ ਦਾ ਸ਼ਾਨਦਾਰ ਪ੍ਰਦਰਸ਼ਨ	[22, 934, 132, 971]
malaria-headline-1: ਵਿਸ਼ਵ ਮਲੇਰੀਆ ਦਿਵਸ ਮੌਕੇ ਸਿਹਤ ਵਿਭਾਗ ਨੇ	[183, 485, 392, 500]
lpu-headline: ਐਲ. ਪੀ. ਯੂ. ਦੇ 'ਗਲੋਬਲ ਫੈਸਟ' 'ਚ ਵਿਦਿਆਰਥੀਆਂ ਵਲੋਂ ਸ਼ਾਨਦਾਰ ਪ੍ਰਦਰਸ਼ਨ	[266, 779, 582, 792]
color-registration-bar	[0, 1072, 687, 1082]
malaria-headline-2: ਸਕੂਲੀ ਵਿਦਿਆਰਥੀਆਂ ਨੂੰ ਕੀਤਾ ਜਾਗਰੂਕ	[183, 504, 369, 519]
computer-body: ਜਲੰਧਰ, 25 ਅਪ੍ਰੈਲ (ਸ਼ਿਵ)- 15 ਅਪ੍ਰੈਲ 2026 ਤੋਂ ਸ਼ੁਰੂ ਹੋਏ ਬੇਸਿਕ ਕੰਪਿਊਟਰ ਸਿਖਲਾਈ ਪ੍ਰੋਗਰਾਮ ਦਾ ਸਮਾਪਤੀ ਸਮਾਰੋਹ ਕਰਵਾਇਆ ਗਿਆ। ਵਿਦਿਆਰਥੀਆਂ ਨੂੰ ਸਰਟੀਫਿਕੇਟ ਵੰਡੇ ਗਏ। ਜਲੰਧਰ, 25 ਅਪ੍ਰੈਲ (ਸ਼ਿਵ)- 15 ਅਪ੍ਰੈਲ 2026 ਤੋਂ ਸ਼ੁਰੂ ਹੋਏ ਬੇਸਿਕ ਕੰਪਿਊਟਰ ਸਿਖਲਾਈ ਪ੍ਰੋਗਰਾਮ ਦਾ ਸਮਾਪਤੀ ਸਮਾਰੋਹ ਕਰਵਾਇਆ ਗਿਆ। ਵਿਦਿਆਰਥੀਆਂ ਨੂੰ ਸਰਟੀਫਿਕੇਟ ਵੰਡੇ ਗਏ। ਜਲੰਧਰ, 25 ਅਪ੍ਰੈਲ (ਸ਼ਿਵ)- 15 ਅਪ੍ਰੈਲ 2026 ਤੋਂ ਸ਼ੁਰੂ ਹੋਏ ਬੇਸਿਕ ਕੰਪਿਊਟਰ ਸਿਖਲਾਈ ਪ੍ਰੋਗਰਾਮ ਦਾ ਸਮਾਪਤੀ ਸਮਾਰੋਹ ਕਰਵਾਇਆ ਗਿਆ। ਵਿਦਿਆਰਥੀਆਂ ਨੂੰ ਸਰਟੀਫਿਕੇਟ ਵੰਡੇ ਗਏ। ਜਲੰਧਰ, 25 ਅਪ੍ਰੈਲ (ਸ਼ਿਵ)- 15 ਅਪ੍ਰੈਲ 2026 ਤੋਂ ਸ਼ੁਰੂ ਹੋਏ ਬੇਸਿਕ ਕੰਪਿਊਟਰ ਸਿਖਲਾਈ ਪ੍ਰੋਗਰਾਮ ਦਾ	[435, 432, 665, 473]
hospital-caption: ਆਪ੍ਰੇਸ਼ਨ ਤੋਂ ਬਾਅਦ ਮਰੀਜ਼ਾਂ ਦੇ ਨਾਲ ਕੁਲਦੀਪ ਸਿੰਘ ਓਬਰਾਏ, ਮਨਜੀਤ ਸਿੰਘ ਗੁਲਾਟੀ, ਸੁਖਵਿੰਦਰ ਸਿੰਘ ਤੇ ਹੋਰ।	[22, 883, 175, 896]
college-caption: ਕਾਲਜ ਦੇ ਵਿਦਿਆਰਥੀਆਂ ਦਾ ਸਨਮਾਨ ਕਰਦੇ ਹੋਏ ਪ੍ਰਿੰਸੀਪਲ ਤੇ ਹੋਰ।	[170, 1047, 295, 1053]
college-body: ਜਲੰਧਰ, 25 ਅਪ੍ਰੈਲ (ਸ਼ਿਵ)- ਕਾਲਜ ਦੇ ਵਿਦਿਆਰਥੀਆਂ ਨੇ ਯੂਨੀਵਰਸਿਟੀ ਇਮਤਿਹਾਨਾਂ ਵਿਚ ਸ਼ਾਨਦਾਰ ਨਤੀਜੇ ਹਾਸਲ ਕੀਤੇ। ਜਲੰਧਰ, 25 ਅਪ੍ਰੈਲ (ਸ਼ਿਵ)- ਕਾਲਜ ਦੇ ਵਿਦਿਆਰਥੀਆਂ ਨੇ ਯੂਨੀਵਰਸਿਟੀ ਇਮਤਿਹਾਨਾਂ ਵਿਚ ਸ਼ਾਨਦਾਰ ਨਤੀਜੇ ਹਾਸਲ ਕੀਤੇ। ਜਲੰਧਰ, 25 ਅਪ੍ਰੈਲ (ਸ਼ਿਵ)- ਕਾਲਜ ਦੇ ਵਿਦਿਆਰਥੀਆਂ ਨੇ ਯੂਨੀਵਰਸਿਟੀ ਇਮਤਿਹਾਨਾਂ ਵਿਚ ਸ਼ਾਨਦਾਰ ਨਤੀਜੇ ਹਾਸਲ ਕੀਤੇ। ਜਲੰਧਰ, 25 ਅਪ੍ਰੈਲ (ਸ਼ਿਵ)- ਕਾਲਜ ਦੇ ਵਿਦਿਆਰਥੀਆਂ ਨੇ ਯੂਨੀਵਰਸਿਟੀ ਇਮਤਿਹਾਨਾਂ ਵਿਚ ਸ਼ਾਨਦਾਰ ਨਤੀਜੇ ਹਾਸਲ ਕੀਤੇ। ਜਲੰਧਰ, 25 ਅਪ੍ਰੈਲ (ਸ਼ਿਵ)- ਕਾਲਜ ਦੇ ਵਿਦਿਆਰਥੀਆਂ ਨੇ ਯੂਨੀਵਰਸਿਟੀ ਇਮਤਿਹਾਨਾਂ ਵਿਚ ਸ਼ਾਨਦਾਰ ਨਤੀਜੇ ਹਾਸਲ ਕੀਤੇ। ਜਲੰਧਰ, 25 ਅਪ੍ਰੈਲ (ਸ਼ਿਵ)- ਕਾਲਜ ਦੇ ਵਿਦਿਆਰਥੀਆਂ ਨੇ ਯੂਨੀਵਰਸਿਟੀ ਇਮਤਿਹਾਨਾਂ ਵਿਚ ਸ਼ਾਨਦਾਰ ਨਤੀਜੇ ਹਾਸਲ ਕੀਤੇ। ਜਲੰਧਰ, 25 ਅਪ੍ਰੈਲ (ਸ਼ਿਵ)- ਕਾਲਜ ਦੇ ਵਿਦਿਆਰਥੀਆਂ ਨੇ ਯੂਨੀਵਰਸਿਟੀ ਇਮਤਿਹਾਨਾਂ ਵਿਚ ਸ਼ਾਨਦਾਰ ਨਤੀਜੇ	[22, 972, 167, 1055]
school-body: ਜਲੰਧਰ, 25 ਅਪ੍ਰੈਲ (ਸ਼ਿਵ)- ਸਕੂਲ ਵਿਖੇ ਵਿਸ਼ਵ ਪੁਸਤਕ ਦਿਵਸ ਮਨਾਇਆ ਗਿਆ। ਪ੍ਰਿੰਸੀਪਲ ਨੇ ਵਿਦਿਆਰਥੀਆਂ ਨੂੰ ਕਿਤਾਬਾਂ ਪੜ੍ਹਨ ਦੀ ਆਦਤ ਪਾਉਣ ਲਈ ਪ੍ਰੇਰਿਤ ਕੀਤਾ। ਜਲੰਧਰ, 25 ਅਪ੍ਰੈਲ (ਸ਼ਿਵ)- ਸਕੂਲ ਵਿਖੇ ਵਿਸ਼ਵ ਪੁਸਤਕ ਦਿਵਸ ਮਨਾਇਆ ਗਿਆ। ਪ੍ਰਿੰਸੀਪਲ ਨੇ ਵਿਦਿਆਰਥੀਆਂ ਨੂੰ	[22, 410, 180, 437]
hospital-headline-1: ਗੁਰੂ ਤੇਗ ਬਹਾਦਰ ਚੈਰੀਟੇਬਲ ਹਸਪਤਾਲ ਵਿਖੇ	[22, 672, 213, 686]
school-body-3: ਜਲੰਧਰ, 25 ਅਪ੍ਰੈਲ (ਸ਼ਿਵ)- ਸਕੂਲ ਵਿਖੇ ਵਿਸ਼ਵ ਪੁਸਤਕ ਦਿਵਸ ਮਨਾਇਆ ਗਿਆ। ਪ੍ਰਿੰਸੀਪਲ ਨੇ ਵਿਦਿਆਰਥੀਆਂ ਨੂੰ ਕਿਤਾਬਾਂ ਪੜ੍ਹਨ ਦੀ ਆਦਤ ਪਾਉਣ ਲਈ ਪ੍ਰੇਰਿਤ ਕੀਤਾ। ਜਲੰਧਰ, 25 ਅਪ੍ਰੈਲ (ਸ਼ਿਵ)- ਸਕੂਲ ਵਿਖੇ ਵਿਸ਼ਵ ਪੁਸਤਕ ਦਿਵਸ ਮਨਾਇਆ ਗਿਆ। ਪ੍ਰਿੰਸੀਪਲ ਨੇ ਵਿਦਿਆਰਥੀਆਂ ਨੂੰ ਕਿਤਾਬਾਂ ਪੜ੍ਹਨ ਦੀ ਆਦਤ ਪਾਉਣ ਲਈ ਪ੍ਰੇਰਿਤ ਕੀਤਾ। ਜਲੰਧਰ, 25 ਅਪ੍ਰੈਲ (ਸ਼ਿਵ)- ਸਕੂਲ ਵਿਖੇ ਵਿਸ਼ਵ ਪੁਸਤਕ ਦਿਵਸ ਮਨਾਇਆ ਗਿਆ। ਪ੍ਰਿੰਸੀਪਲ ਨੇ ਵਿਦਿਆਰਥੀਆਂ ਨੂੰ ਕਿਤਾਬਾਂ ਪੜ੍ਹਨ ਦੀ ਆਦਤ ਪਾਉਣ ਲਈ ਪ੍ਰੇਰਿਤ ਕੀਤਾ। ਜਲੰਧਰ, 25 ਅਪ੍ਰੈਲ (ਸ਼ਿਵ)- ਸਕੂਲ ਵਿਖੇ ਵਿਸ਼ਵ ਪੁਸਤਕ ਦਿਵਸ ਮਨਾਇਆ ਗਿਆ। ਪ੍ਰਿੰਸੀਪਲ ਨੇ ਵਿਦਿਆਰਥੀਆਂ ਨੂੰ ਕਿਤਾਬਾਂ ਪੜ੍ਹਨ ਦੀ ਆਦਤ ਪਾਉਣ ਲਈ ਪ੍ਰੇਰਿਤ ਕੀਤਾ। ਜਲੰਧਰ, 25 ਅਪ੍ਰੈਲ (ਸ਼ਿਵ)- ਸਕੂਲ ਵਿਖੇ ਵਿਸ਼ਵ ਪੁਸਤਕ ਦਿਵਸ ਮਨਾਇਆ ਗਿਆ। ਪ੍ਰਿੰਸੀਪਲ ਨੇ ਵਿਦਿਆਰਥੀਆਂ ਨੂੰ ਕਿਤਾਬਾਂ ਪੜ੍ਹਨ ਦੀ ਆਦਤ ਪਾਉਣ ਲਈ ਪ੍ਰੇਰਿਤ ਕੀਤਾ। ਜਲੰਧਰ, 25 ਅਪ੍ਰੈਲ (ਸ਼ਿਵ)- ਸਕੂਲ ਵਿਖੇ ਵਿਸ਼ਵ ਪੁਸਤਕ ਦਿਵਸ ਮਨਾਇਆ ਗਿਆ। ਪ੍ਰਿੰਸੀਪਲ ਨੇ ਵਿਦਿਆਰਥੀਆਂ ਨੂੰ ਕਿਤਾਬਾਂ ਪੜ੍ਹਨ ਦੀ ਆਦਤ ਪਾਉਣ ਲਈ ਪ੍ਰੇਰਿਤ ਕੀਤਾ। ਜਲੰਧਰ, 25 ਅਪ੍ਰੈਲ (ਸ਼ਿਵ)- ਸਕੂਲ ਵਿਖੇ ਵਿਸ਼ਵ ਪੁਸਤਕ ਦਿਵਸ ਮਨਾਇਆ ਗਿਆ। ਪ੍ਰਿੰਸੀਪਲ ਨੇ ਵਿਦਿਆਰਥੀਆਂ ਨੂੰ ਕਿਤਾਬਾਂ ਪੜ੍ਹਨ ਦੀ ਆਦਤ ਪਾਉਣ ਲਈ ਪ੍ਰੇਰਿਤ ਕੀਤਾ। ਜਲੰਧਰ, 25 ਅਪ੍ਰੈਲ (ਸ਼ਿਵ)- ਸਕੂਲ ਵਿਖੇ ਵਿਸ਼ਵ ਪੁਸਤਕ ਦਿਵਸ ਮਨਾਇਆ ਗਿਆ। ਪ੍ਰਿੰਸੀਪਲ ਨੇ ਵਿਦਿਆਰਥੀਆਂ ਨੂੰ	[22, 512, 180, 637]
masthead-photo-right	[598, 33, 665, 77]
crop-mark	[345, 0, 346, 22]
temple-headline-1: ਮਾਂ ਬਗਲਾਮੁਖੀ ਜੈਅੰਤੀ ਮੌਕੇ ਵਿਸ਼ਾਲ	[348, 933, 443, 942]
temple-photo	[481, 932, 665, 1044]
portrait-caption: ਡਾ. ਸਿੰਘ	[412, 467, 429, 473]
edition-label: ਅਜੀਤ, ਜਲੰਧਰ	[420, 64, 455, 71]
lpu-fest-banner: LPU'S GLOBAL OPEN FEST	[430, 680, 532, 688]
computer-body-2: ਜਲੰਧਰ, 25 ਅਪ੍ਰੈਲ (ਸ਼ਿਵ)- 15 ਅਪ੍ਰੈਲ 2026 ਤੋਂ ਸ਼ੁਰੂ ਹੋਏ ਬੇਸਿਕ ਕੰਪਿਊਟਰ ਸਿਖਲਾਈ ਪ੍ਰੋਗਰਾਮ ਦਾ ਸਮਾਪਤੀ ਸਮਾਰੋਹ ਕਰਵਾਇਆ ਗਿਆ। ਵਿਦਿਆਰਥੀਆਂ ਨੂੰ ਸਰਟੀਫਿਕੇਟ ਵੰਡੇ ਗਏ। ਜਲੰਧਰ, 25 ਅਪ੍ਰੈਲ (ਸ਼ਿਵ)- 15 ਅਪ੍ਰੈਲ 2026 ਤੋਂ ਸ਼ੁਰੂ ਹੋਏ ਬੇਸਿਕ ਕੰਪਿਊਟਰ ਸਿਖਲਾਈ ਪ੍ਰੋਗਰਾਮ ਦਾ ਸਮਾਪਤੀ ਸਮਾਰੋਹ ਕਰਵਾਇਆ ਗਿਆ। ਵਿਦਿਆਰਥੀਆਂ ਨੂੰ ਸਰਟੀਫਿਕੇਟ ਵੰਡੇ ਗਏ। ਜਲੰਧਰ, 25 ਅਪ੍ਰੈਲ (ਸ਼ਿਵ)- 15 ਅਪ੍ਰੈਲ 2026 ਤੋਂ ਸ਼ੁਰੂ ਹੋਏ ਬੇਸਿਕ ਕੰਪਿਊਟਰ ਸਿਖਲਾਈ ਪ੍ਰੋਗਰਾਮ ਦਾ ਸਮਾਪਤੀ ਸਮਾਰੋਹ ਕਰਵਾਇਆ ਗਿਆ। ਵਿਦਿਆਰਥੀਆਂ ਨੂੰ ਸਰਟੀਫਿਕੇਟ ਵੰਡੇ ਗਏ। ਜਲੰਧਰ, 25 ਅਪ੍ਰੈਲ (ਸ਼ਿਵ)- 15 ਅਪ੍ਰੈਲ 2026 ਤੋਂ ਸ਼ੁਰੂ ਹੋਏ ਬੇਸਿਕ ਕੰਪਿਊਟਰ ਸਿਖਲਾਈ ਪ੍ਰੋਗਰਾਮ ਦਾ ਸਮਾਪਤੀ ਸਮਾਰੋਹ ਕਰਵਾਇਆ	[435, 482, 539, 586]
lead-headline-2: ਸਿਹਤਮੰਦ ਜੀਵਨ ਜਿਊਣ ਦਾ ਸੁਨੇਹਾ ਦੇ ਗਈ ਵਾਕਾਥੋਨ	[22, 227, 405, 251]
lead-body: ਜਲੰਧਰ, 25 ਅਪ੍ਰੈਲ (ਸ਼ਿਵ)- ਜ਼ਿਲ੍ਹਾ ਪ੍ਰਸ਼ਾਸਨ ਵਲੋਂ ਯੁੱਧ ਨਸ਼ਿਆਂ ਵਿਰੁੱਧ ਮੁਹਿੰਮ ਤਹਿਤ ਵਾਕਾਥੋਨ ਕਰਵਾਈ ਗਈ ਜਿਸ ਵਿਚ ਵੱਡੀ ਗਿਣਤੀ ਵਿਚ ਸ਼ਹਿਰ ਵਾਸੀਆਂ, ਵਿਦਿਆਰਥੀਆਂ ਤੇ ਅਧਿਕਾਰੀਆਂ ਨੇ ਹਿੱਸਾ ਲਿਆ। ਐਸ. ਡੀ. ਐਮ. ਨੇ ਹਰੀ ਝੰਡੀ ਦੇ ਕੇ ਰਵਾਨਾ ਕੀਤਾ ਅਤੇ ਕਿਹਾ ਕਿ ਨੌਜਵਾਨਾਂ ਨੂੰ ਨਸ਼ਿਆਂ ਤੋਂ ਦੂਰ ਰਹਿ ਕੇ ਸਿਹਤਮੰਦ ਜੀਵਨ ਅਪਣਾਉਣਾ ਚਾਹੀਦਾ ਹੈ। ਜਲੰਧਰ, 25 ਅਪ੍ਰੈਲ (ਸ਼ਿਵ)- ਜ਼ਿਲ੍ਹਾ ਪ੍ਰਸ਼ਾਸਨ ਵਲੋਂ ਯੁੱਧ ਨਸ਼ਿਆਂ ਵਿਰੁੱਧ ਮੁਹਿੰਮ ਤਹਿਤ ਵਾਕਾਥੋਨ ਕਰਵਾਈ ਗਈ ਜਿਸ ਵਿਚ ਵੱਡੀ ਗਿਣਤੀ ਵਿਚ ਸ਼ਹਿਰ ਵਾਸੀਆਂ, ਵਿਦਿਆਰਥੀਆਂ ਤੇ ਅਧਿਕਾਰੀਆਂ ਨੇ ਹਿੱਸਾ ਲਿਆ। ਐਸ. ਡੀ. ਐਮ. ਨੇ ਹਰੀ ਝੰਡੀ ਦੇ ਕੇ ਰਵਾਨਾ ਕੀਤਾ ਅਤੇ ਕਿਹਾ ਕਿ ਨੌਜਵਾਨਾਂ ਨੂੰ ਨਸ਼ਿਆਂ ਤੋਂ ਦੂਰ ਰਹਿ ਕੇ ਸਿਹਤਮੰਦ ਜੀਵਨ ਅਪਣਾਉਣਾ ਚਾਹੀਦਾ ਹੈ। ਜਲੰਧਰ, 25 ਅਪ੍ਰੈਲ (ਸ਼ਿਵ)- ਜ਼ਿਲ੍ਹਾ ਪ੍ਰਸ਼ਾਸਨ ਵਲੋਂ ਯੁੱਧ ਨਸ਼ਿਆਂ ਵਿਰੁੱਧ ਮੁਹਿੰਮ ਤਹਿਤ ਵਾਕਾਥੋਨ ਕਰਵਾਈ ਗਈ ਜਿਸ ਵਿਚ ਵੱਡੀ ਗਿਣਤੀ ਵਿਚ ਸ਼ਹਿਰ ਵਾਸੀਆਂ, ਵਿਦਿਆਰਥੀਆਂ ਤੇ ਅਧਿਕਾਰੀਆਂ ਨੇ ਹਿੱਸਾ ਲਿਆ। ਐਸ. ਡੀ. ਐਮ. ਨੇ ਹਰੀ ਝੰਡੀ ਦੇ ਕੇ ਰਵਾਨਾ ਕੀਤਾ ਅਤੇ ਕਿਹਾ ਕਿ ਨੌਜਵਾਨਾਂ ਨੂੰ ਨਸ਼ਿਆਂ ਤੋਂ ਦੂਰ ਰਹਿ ਕੇ ਸਿਹਤਮੰਦ ਜੀਵਨ ਅਪਣਾਉਣਾ ਚਾਹੀਦਾ ਹੈ। ਜਲੰਧਰ, 25 ਅਪ੍ਰੈਲ (ਸ਼ਿਵ)- ਜ਼ਿਲ੍ਹਾ ਪ੍ਰਸ਼ਾਸਨ ਵਲੋਂ ਯੁੱਧ ਨਸ਼ਿਆਂ ਵਿਰੁੱਧ ਮੁਹਿੰਮ ਤਹਿਤ ਵਾਕਾਥੋਨ ਕਰਵਾਈ ਗਈ ਜਿਸ ਵਿਚ ਵੱਡੀ ਗਿਣਤੀ ਵਿਚ ਸ਼ਹਿਰ ਵਾਸੀਆਂ, ਵਿਦਿਆਰਥੀਆਂ ਤੇ ਅਧਿਕਾਰੀਆਂ ਨੇ ਹਿੱਸਾ ਲਿਆ। ਐਸ. ਡੀ. ਐਮ. ਨੇ ਹਰੀ ਝੰਡੀ ਦੇ ਕੇ ਰਵਾਨਾ ਕੀਤਾ ਅਤੇ ਕਿਹਾ ਕਿ ਨੌਜਵਾਨਾਂ ਨੂੰ ਨਸ਼ਿਆਂ ਤੋਂ ਦੂਰ ਰਹਿ ਕੇ ਸਿਹਤਮੰਦ ਜੀਵਨ ਅਪਣਾਉਣਾ ਚਾਹੀਦਾ ਹੈ। ਜਲੰਧਰ, 25 ਅਪ੍ਰੈਲ (ਸ਼ਿਵ)- ਜ਼ਿਲ੍ਹਾ ਪ੍ਰਸ਼ਾਸਨ ਵਲੋਂ ਯੁੱਧ ਨਸ਼ਿਆਂ ਵਿਰੁੱਧ ਮੁਹਿੰਮ ਤਹਿਤ ਵਾਕਾਥੋਨ ਕਰਵਾਈ ਗਈ ਜਿਸ ਵਿਚ ਵੱਡੀ ਗਿਣਤੀ ਵਿਚ ਸ਼ਹਿਰ ਵਾਸੀਆਂ, ਵਿਦਿਆਰਥੀਆਂ ਤੇ ਅਧਿਕਾਰੀਆਂ ਨੇ ਹਿੱਸਾ ਲਿਆ। ਐਸ. ਡੀ. ਐਮ. ਨੇ ਹਰੀ ਝੰਡੀ ਦੇ ਕੇ ਰਵਾਨਾ ਕੀਤਾ ਅਤੇ ਕਿਹਾ ਕਿ ਨੌਜਵਾਨਾਂ ਨੂੰ ਨਸ਼ਿਆਂ ਤੋਂ ਦੂਰ ਰਹਿ ਕੇ ਸਿਹਤਮੰਦ ਜੀਵਨ ਅਪਣਾਉਣਾ ਚਾਹੀਦਾ ਹੈ। ਜਲੰਧਰ, 25 ਅਪ੍ਰੈਲ (ਸ਼ਿਵ)- ਜ਼ਿਲ੍ਹਾ ਪ੍ਰਸ਼ਾਸਨ ਵਲੋਂ ਯੁੱਧ ਨਸ਼ਿਆਂ ਵਿਰੁੱਧ ਮੁਹਿੰਮ ਤਹਿਤ ਵਾਕਾਥੋਨ ਕਰਵਾਈ ਗਈ ਜਿਸ ਵਿਚ ਵੱਡੀ ਗਿਣਤੀ ਵਿਚ ਸ਼ਹਿਰ ਵਾਸੀਆਂ, ਵਿਦਿਆਰਥੀਆਂ ਤੇ ਅਧਿਕਾਰੀਆਂ ਨੇ ਹਿੱਸਾ ਲਿਆ। ਐਸ. ਡੀ. ਐਮ. ਨੇ ਹਰੀ ਝੰਡੀ ਦੇ ਕੇ ਰਵਾਨਾ ਕੀਤਾ ਅਤੇ ਕਿਹਾ ਕਿ ਨੌਜਵਾਨਾਂ ਨੂੰ ਨਸ਼ਿਆਂ ਤੋਂ ਦੂਰ ਰਹਿ ਕੇ ਸਿਹਤਮੰਦ ਜੀਵਨ ਅਪਣਾਉਣਾ ਚਾਹੀਦਾ ਹੈ। ਜਲੰਧਰ, 25 ਅਪ੍ਰੈਲ (ਸ਼ਿਵ)- ਜ਼ਿਲ੍ਹਾ ਪ੍ਰਸ਼ਾਸਨ ਵਲੋਂ ਯੁੱਧ ਨਸ਼ਿਆਂ ਵਿਰੁੱਧ ਮੁਹਿੰਮ ਤਹਿਤ ਵਾਕਾਥੋਨ ਕਰਵਾਈ ਗਈ ਜਿਸ ਵਿਚ ਵੱਡੀ ਗਿਣਤੀ ਵਿਚ ਸ਼ਹਿਰ ਵਾਸੀਆਂ, ਵਿਦਿਆਰਥੀਆਂ ਤੇ ਅਧਿਕਾਰੀਆਂ ਨੇ ਹਿੱਸਾ ਲਿਆ। ਐਸ. ਡੀ. ਐਮ. ਨੇ ਹਰੀ ਝੰਡੀ ਦੇ ਕੇ ਰਵਾਨਾ ਕੀਤਾ ਅਤੇ ਕਿਹਾ ਕਿ ਨੌਜਵਾਨਾਂ ਨੂੰ ਨਸ਼ਿਆਂ ਤੋਂ ਦੂਰ ਰਹਿ ਕੇ ਸਿਹਤਮੰਦ ਜੀਵਨ ਅਪਣਾਉਣਾ ਚਾਹੀਦਾ ਹੈ। ਜਲੰਧਰ, 25 ਅਪ੍ਰੈਲ (ਸ਼ਿਵ)- ਜ਼ਿਲ੍ਹਾ ਪ੍ਰਸ਼ਾਸਨ ਵਲੋਂ ਯੁੱਧ ਨਸ਼ਿਆਂ ਵਿਰੁੱਧ ਮੁਹਿੰਮ ਤਹਿਤ ਵਾਕਾਥੋਨ ਕਰਵਾਈ ਗਈ ਜਿਸ ਵਿਚ ਵੱਡੀ ਗਿਣਤੀ ਵਿਚ ਸ਼ਹਿਰ ਵਾਸੀਆਂ, ਵਿਦਿਆਰਥੀਆਂ ਤੇ ਅਧਿਕਾਰੀਆਂ ਨੇ ਹਿੱਸਾ ਲਿਆ। ਐਸ. ਡੀ. ਐਮ. ਨੇ ਹਰੀ ਝੰਡੀ ਦੇ ਕੇ ਰਵਾਨਾ ਕੀਤਾ ਅਤੇ ਕਿਹਾ ਕਿ ਨੌਜਵਾਨਾਂ ਨੂੰ ਨਸ਼ਿਆਂ ਤੋਂ ਦੂਰ ਰਹਿ ਕੇ ਸਿਹਤਮੰਦ ਜੀਵਨ ਅਪਣਾਉਣਾ ਚਾਹੀਦਾ ਹੈ।	[22, 256, 426, 353]
